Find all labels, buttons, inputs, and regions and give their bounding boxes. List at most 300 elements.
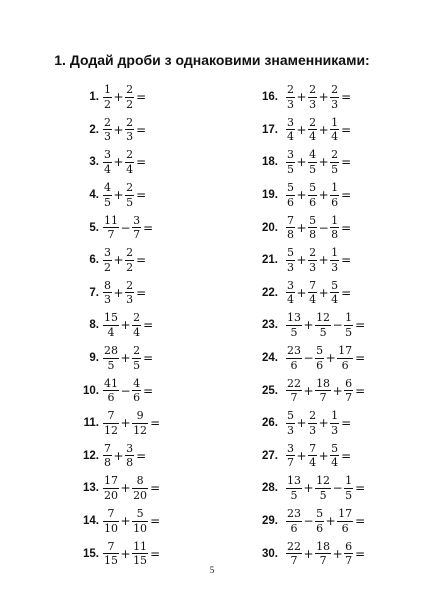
problem-item	[80, 342, 270, 375]
operator: +	[318, 90, 329, 105]
equals-sign: =	[341, 253, 352, 268]
operator: +	[296, 253, 307, 268]
problem-item	[262, 407, 424, 440]
problem-item	[80, 244, 270, 277]
fraction	[315, 345, 324, 371]
fraction	[344, 541, 353, 567]
fraction-denominator: 8	[287, 228, 294, 242]
problem-number: 1.	[89, 91, 99, 104]
fraction	[125, 247, 134, 273]
operator: +	[318, 448, 329, 463]
fraction	[103, 84, 112, 110]
fraction	[103, 312, 119, 338]
fraction	[330, 182, 339, 208]
fraction-numerator: 11	[133, 539, 148, 553]
fraction	[315, 312, 331, 338]
equals-sign: =	[136, 285, 147, 300]
operator: +	[325, 351, 336, 366]
fraction-numerator: 12	[316, 311, 331, 325]
fraction-denominator: 6	[287, 195, 294, 209]
problems-column-right	[262, 81, 424, 570]
fraction-denominator: 7	[107, 228, 115, 242]
problem-number: 8.	[89, 319, 99, 332]
fraction	[132, 215, 141, 241]
operator: +	[296, 416, 307, 431]
equals-sign: =	[150, 416, 161, 431]
operator: −	[303, 514, 314, 529]
fraction-numerator: 7	[104, 441, 111, 455]
problem-number: 19.	[262, 189, 278, 202]
problem-number: 21.	[262, 254, 278, 267]
operator: +	[296, 285, 307, 300]
fraction	[315, 508, 324, 534]
fraction-numerator: 7	[309, 441, 317, 455]
equals-sign: =	[143, 220, 154, 235]
equals-sign: =	[341, 122, 352, 137]
operator: +	[318, 122, 329, 137]
fraction	[308, 280, 317, 306]
fraction-denominator: 5	[319, 325, 327, 339]
fraction-denominator: 5	[331, 162, 339, 176]
fraction-denominator: 8	[309, 228, 317, 242]
problem-item	[262, 179, 424, 212]
fraction-numerator: 7	[107, 506, 115, 520]
fraction	[125, 182, 134, 208]
fraction	[132, 541, 148, 567]
fraction-denominator: 7	[345, 391, 353, 405]
fraction-denominator: 5	[287, 162, 294, 176]
fraction-numerator: 1	[331, 213, 339, 227]
fraction	[330, 247, 339, 273]
equals-sign: =	[341, 155, 352, 170]
operator: +	[318, 416, 329, 431]
problem-number: 7.	[89, 286, 99, 299]
fraction-denominator: 2	[126, 97, 134, 111]
equals-sign: =	[355, 318, 366, 333]
fraction-denominator: 2	[104, 260, 111, 274]
fraction-numerator: 18	[316, 539, 331, 553]
fraction-denominator: 5	[107, 358, 115, 372]
fraction	[286, 182, 295, 208]
fraction	[286, 84, 295, 110]
fraction	[103, 410, 119, 436]
problem-item	[80, 114, 270, 147]
fraction-numerator: 1	[331, 115, 339, 129]
problem-item	[262, 146, 424, 179]
problem-item	[80, 81, 270, 114]
fraction	[103, 541, 119, 567]
problem-item	[262, 211, 424, 244]
fraction-denominator: 5	[319, 488, 327, 502]
fraction	[308, 182, 317, 208]
exercise-title: 1. Додай дроби з однаковими знаменниками:	[54, 52, 370, 68]
fraction-numerator: 4	[133, 376, 141, 390]
problem-number: 2.	[89, 123, 99, 136]
fraction-numerator: 5	[287, 409, 294, 423]
operator: +	[296, 188, 307, 203]
fraction-numerator: 1	[104, 83, 111, 97]
fraction-denominator: 10	[104, 521, 118, 535]
problem-number: 9.	[89, 352, 99, 365]
fraction-denominator: 20	[104, 488, 118, 502]
fraction-denominator: 6	[133, 391, 141, 405]
fraction	[286, 378, 302, 404]
fraction	[308, 84, 317, 110]
fraction	[125, 149, 134, 175]
fraction-denominator: 15	[133, 554, 148, 568]
fraction-numerator: 1	[345, 311, 353, 325]
operator: +	[325, 514, 336, 529]
problem-number: 29.	[262, 515, 278, 528]
fraction	[330, 117, 339, 143]
fraction-denominator: 15	[104, 554, 118, 568]
fraction-numerator: 2	[309, 246, 317, 260]
fraction-denominator: 3	[126, 293, 134, 307]
fraction-numerator: 17	[104, 474, 118, 488]
fraction-denominator: 3	[104, 130, 111, 144]
equals-sign: =	[136, 155, 147, 170]
problem-item	[80, 277, 270, 310]
fraction-numerator: 7	[107, 409, 115, 423]
fraction-numerator: 2	[331, 148, 339, 162]
fraction-denominator: 6	[316, 358, 324, 372]
problem-number: 18.	[262, 156, 278, 169]
fraction-denominator: 3	[126, 130, 134, 144]
operator: +	[318, 155, 329, 170]
fraction-denominator: 3	[287, 423, 294, 437]
fraction	[132, 378, 141, 404]
fraction-numerator: 2	[126, 148, 134, 162]
fraction-denominator: 3	[309, 260, 317, 274]
fraction	[344, 378, 353, 404]
fraction	[286, 312, 302, 338]
fraction-numerator: 4	[309, 148, 317, 162]
fraction-denominator: 3	[331, 97, 339, 111]
fraction	[344, 475, 353, 501]
fraction-numerator: 2	[126, 278, 134, 292]
fraction-denominator: 20	[133, 488, 148, 502]
problem-item	[262, 505, 424, 538]
operator: −	[120, 383, 131, 398]
fraction-denominator: 2	[126, 260, 134, 274]
fraction-numerator: 2	[126, 83, 134, 97]
fraction-denominator: 8	[126, 456, 134, 470]
problem-number: 11.	[83, 417, 99, 430]
operator: −	[332, 318, 343, 333]
fraction-denominator: 3	[287, 97, 294, 111]
operator: +	[303, 546, 314, 561]
fraction-numerator: 3	[287, 441, 294, 455]
fraction-numerator: 1	[331, 181, 339, 195]
fraction-denominator: 4	[287, 293, 294, 307]
operator: +	[113, 90, 124, 105]
fraction	[315, 541, 331, 567]
problem-number: 5.	[89, 221, 99, 234]
fraction	[132, 475, 148, 501]
operator: +	[120, 351, 131, 366]
fraction-denominator: 4	[287, 130, 294, 144]
problem-item	[262, 342, 424, 375]
fraction-numerator: 5	[136, 506, 144, 520]
problem-item	[262, 244, 424, 277]
fraction	[315, 475, 331, 501]
problem-item	[262, 114, 424, 147]
fraction-numerator: 6	[345, 376, 353, 390]
fraction	[308, 443, 317, 469]
fraction-numerator: 2	[133, 311, 141, 325]
operator: +	[303, 318, 314, 333]
fraction-numerator: 5	[331, 441, 339, 455]
fraction	[286, 247, 295, 273]
fraction-denominator: 5	[345, 488, 353, 502]
operator: +	[113, 155, 124, 170]
fraction-denominator: 3	[331, 423, 339, 437]
operator: +	[318, 253, 329, 268]
equals-sign: =	[143, 383, 154, 398]
operator: −	[120, 220, 131, 235]
fraction-denominator: 6	[309, 195, 317, 209]
problem-item	[262, 440, 424, 473]
fraction-numerator: 3	[104, 148, 111, 162]
fraction-numerator: 2	[331, 83, 339, 97]
fraction-numerator: 8	[136, 474, 144, 488]
fraction-numerator: 2	[309, 115, 317, 129]
operator: +	[318, 285, 329, 300]
problem-item	[262, 277, 424, 310]
equals-sign: =	[136, 448, 147, 463]
equals-sign: =	[341, 188, 352, 203]
problem-item	[80, 146, 270, 179]
equals-sign: =	[150, 481, 161, 496]
fraction	[103, 182, 112, 208]
problem-number: 25.	[262, 384, 278, 397]
problem-number: 16.	[262, 91, 278, 104]
problem-number: 27.	[262, 449, 278, 462]
operator: +	[120, 514, 131, 529]
problem-number: 22.	[262, 286, 278, 299]
problem-item	[80, 407, 270, 440]
fraction-denominator: 4	[309, 293, 317, 307]
problem-item	[262, 309, 424, 342]
fraction	[103, 280, 112, 306]
fraction	[315, 378, 331, 404]
problem-number: 15.	[83, 547, 99, 560]
fraction	[286, 215, 295, 241]
equals-sign: =	[341, 285, 352, 300]
fraction	[337, 345, 353, 371]
fraction	[103, 508, 119, 534]
equals-sign: =	[136, 122, 147, 137]
equals-sign: =	[355, 481, 366, 496]
fraction-numerator: 5	[316, 344, 324, 357]
fraction-denominator: 2	[104, 97, 111, 111]
fraction-numerator: 28	[104, 344, 118, 357]
fraction	[330, 410, 339, 436]
problem-number: 10.	[83, 384, 99, 397]
fraction-denominator: 8	[104, 456, 111, 470]
fraction-numerator: 3	[126, 441, 134, 455]
fraction-numerator: 5	[309, 181, 317, 195]
fraction-denominator: 7	[133, 228, 141, 242]
equals-sign: =	[355, 351, 366, 366]
problem-item	[80, 179, 270, 212]
equals-sign: =	[341, 220, 352, 235]
operator: +	[113, 253, 124, 268]
fraction	[286, 443, 295, 469]
problem-item	[80, 309, 270, 342]
fraction-denominator: 12	[133, 423, 148, 437]
problem-item	[80, 472, 270, 505]
fraction-denominator: 4	[104, 162, 111, 176]
problem-number: 4.	[89, 189, 99, 202]
fraction-numerator: 5	[287, 181, 294, 195]
equals-sign: =	[341, 416, 352, 431]
equals-sign: =	[355, 383, 366, 398]
fraction	[330, 149, 339, 175]
operator: +	[318, 188, 329, 203]
operator: +	[332, 546, 343, 561]
fraction	[103, 215, 119, 241]
equals-sign: =	[355, 546, 366, 561]
fraction	[344, 312, 353, 338]
fraction-numerator: 2	[309, 83, 317, 97]
fraction-denominator: 4	[126, 162, 134, 176]
fraction-denominator: 4	[331, 456, 339, 470]
fraction-denominator: 3	[331, 260, 339, 274]
equals-sign: =	[143, 318, 154, 333]
fraction	[132, 508, 148, 534]
fraction-denominator: 12	[104, 423, 118, 437]
operator: +	[120, 318, 131, 333]
fraction	[103, 443, 112, 469]
operator: +	[113, 122, 124, 137]
fraction	[308, 117, 317, 143]
fraction-numerator: 5	[316, 506, 324, 520]
fraction-numerator: 3	[104, 246, 111, 260]
fraction	[337, 508, 353, 534]
fraction-denominator: 3	[309, 423, 317, 437]
equals-sign: =	[136, 188, 147, 203]
problem-item	[80, 440, 270, 473]
fraction	[308, 149, 317, 175]
problem-item	[80, 505, 270, 538]
fraction-denominator: 4	[309, 456, 317, 470]
fraction-numerator: 23	[287, 506, 301, 520]
operator: +	[303, 383, 314, 398]
problem-number: 17.	[262, 123, 278, 136]
problem-item	[80, 374, 270, 407]
equals-sign: =	[341, 90, 352, 105]
operator: +	[303, 481, 314, 496]
operator: +	[296, 90, 307, 105]
fraction-denominator: 5	[309, 162, 317, 176]
fraction-denominator: 7	[319, 391, 327, 405]
problem-item	[80, 211, 270, 244]
fraction-numerator: 22	[287, 376, 301, 390]
problems-column-left	[80, 81, 270, 570]
fraction-numerator: 6	[345, 539, 353, 553]
fraction-denominator: 7	[345, 554, 353, 568]
fraction-numerator: 13	[287, 311, 301, 325]
equals-sign: =	[341, 448, 352, 463]
fraction-numerator: 18	[316, 376, 331, 390]
fraction-denominator: 4	[331, 293, 339, 307]
operator: +	[120, 416, 131, 431]
fraction-numerator: 15	[104, 311, 118, 325]
fraction-numerator: 3	[287, 115, 294, 129]
operator: +	[296, 122, 307, 137]
fraction-denominator: 6	[341, 358, 349, 372]
fraction-denominator: 5	[290, 488, 298, 502]
fraction	[286, 475, 302, 501]
fraction	[308, 410, 317, 436]
fraction	[308, 215, 317, 241]
fraction	[103, 378, 119, 404]
fraction	[286, 280, 295, 306]
operator: +	[113, 285, 124, 300]
fraction-numerator: 7	[107, 539, 115, 553]
fraction-numerator: 4	[104, 181, 111, 195]
fraction-denominator: 4	[107, 325, 115, 339]
fraction-denominator: 3	[309, 97, 317, 111]
fraction-numerator: 5	[331, 278, 339, 292]
problem-number: 28.	[262, 482, 278, 495]
fraction	[125, 84, 134, 110]
problem-number: 12.	[83, 449, 99, 462]
operator: +	[120, 546, 131, 561]
problem-item	[262, 472, 424, 505]
fraction	[125, 280, 134, 306]
fraction	[308, 247, 317, 273]
fraction-numerator: 2	[309, 409, 317, 423]
fraction-numerator: 2	[126, 115, 134, 129]
equals-sign: =	[150, 546, 161, 561]
fraction	[103, 247, 112, 273]
fraction-numerator: 3	[287, 278, 294, 292]
fraction-numerator: 17	[338, 344, 353, 357]
fraction-numerator: 1	[331, 246, 339, 260]
fraction-denominator: 8	[331, 228, 339, 242]
operator: −	[303, 351, 314, 366]
equals-sign: =	[150, 514, 161, 529]
fraction	[132, 410, 148, 436]
fraction-numerator: 2	[133, 344, 141, 357]
fraction	[286, 149, 295, 175]
fraction-numerator: 12	[316, 474, 331, 488]
operator: +	[296, 448, 307, 463]
fraction-denominator: 3	[104, 293, 111, 307]
fraction	[132, 312, 141, 338]
fraction-numerator: 1	[331, 409, 339, 423]
fraction	[286, 410, 295, 436]
fraction-numerator: 7	[287, 213, 294, 227]
fraction-denominator: 10	[133, 521, 148, 535]
operator: +	[296, 220, 307, 235]
fraction	[125, 117, 134, 143]
fraction-denominator: 6	[341, 521, 349, 535]
fraction-numerator: 7	[309, 278, 317, 292]
problem-number: 13.	[83, 482, 99, 495]
equals-sign: =	[136, 253, 147, 268]
problem-number: 26.	[262, 417, 278, 430]
fraction-denominator: 5	[126, 195, 134, 209]
fraction-denominator: 7	[290, 391, 298, 405]
fraction-numerator: 3	[133, 213, 141, 227]
operator: +	[332, 383, 343, 398]
fraction-numerator: 1	[345, 474, 353, 488]
operator: +	[113, 188, 124, 203]
fraction	[286, 117, 295, 143]
